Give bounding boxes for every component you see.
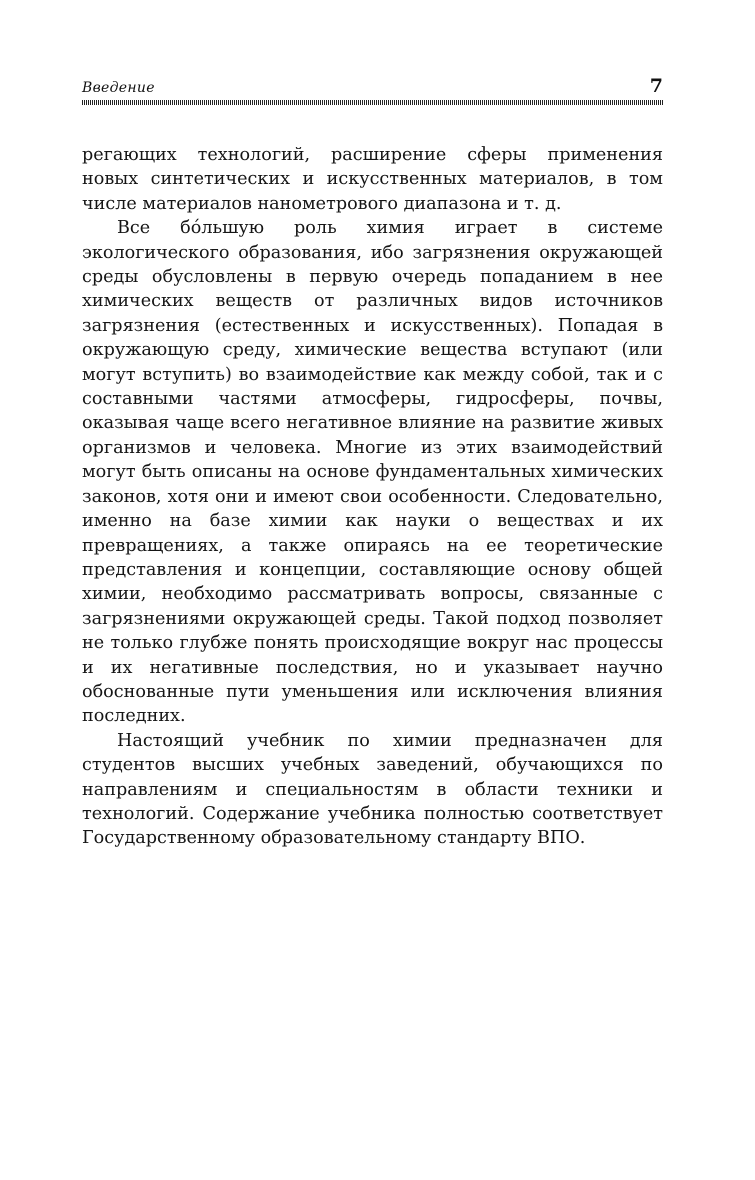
body-text <box>82 143 663 851</box>
paragraph-textbook-purpose: Настоящий учебник по химии предназначен для студентов высших учебных заведений, обучающихся по направлениям и специальностям в области техники и технологий. Содержание учебника полностью соответствует Государственному образовательному стандарту ВПО. <box>82 730 663 849</box>
paragraph-continued: регающих технологий, расширение сферы применения новых синтетических и искусственных материалов, в том числе материалов нанометрового диапазона и т. д. <box>82 145 663 214</box>
section-title: Введение <box>82 80 155 96</box>
paragraph-ecology: Все бóльшую роль химия играет в системе экологического образования, ибо загрязнения окружающей среды обусловлены в первую очередь попаданием в нее химических веществ от различных видов источников загрязнения (естественных и искусственных). Попадая в окружающую среду, химические вещества вступают (или могут вступить) во взаимодействие как между собой, так и с составными частями атмосферы, гидросферы, почвы, оказывая чаще всего негативное влияние на развитие живых организмов и человека. Многие из этих взаимодействий могут быть описаны на основе фундаментальных химических законов, хотя они и имеют свои особенности. Следовательно, именно на базе химии как науки о веществах и их превращениях, а также опираясь на ее теоретические представления и концепции, составляющие основу общей химии, необходимо рассматривать вопросы, связанные с загрязнениями окружающей среды. Такой подход позволяет не только глубже понять происходящие вокруг нас процессы и их негативные последствия, но и указывает научно обоснованные пути уменьшения или исключения влияния последних. <box>82 218 663 727</box>
page-number: 7 <box>649 75 663 97</box>
header-rule <box>82 100 663 105</box>
running-header <box>82 76 663 106</box>
